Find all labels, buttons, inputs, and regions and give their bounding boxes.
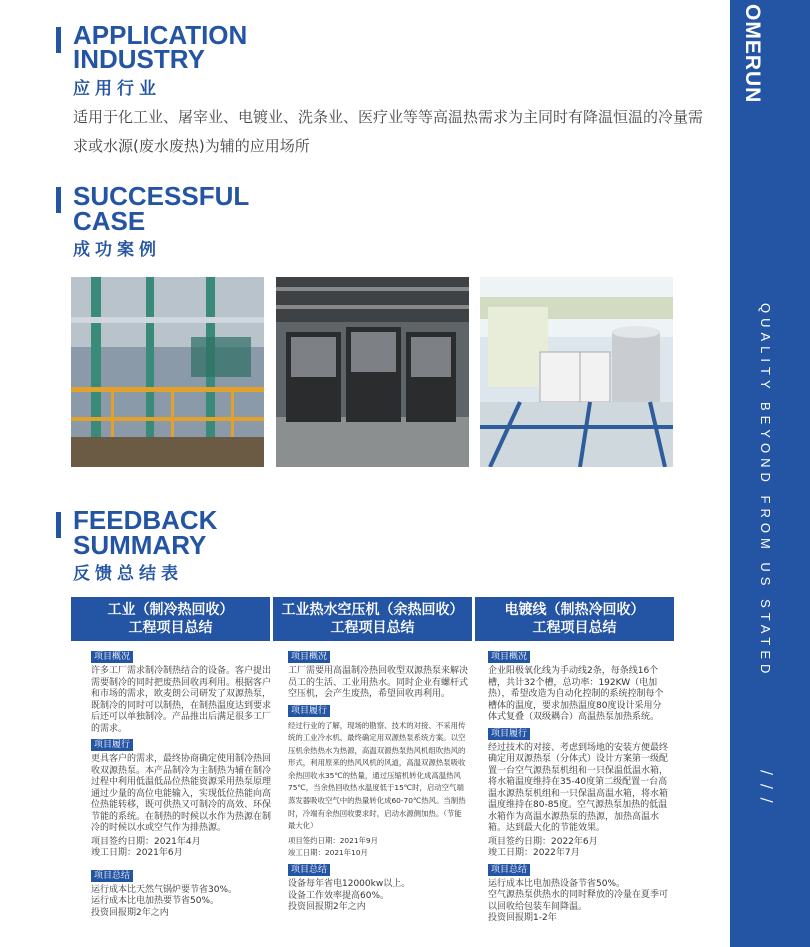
summary-line: 空气源热泵供热水的同时释放的冷量在夏季可以回收给包装车间降温。 [488,890,669,912]
case-photo-heat-pump-units [276,277,469,467]
summary-line: 投资回报期2年之内 [91,907,169,918]
case-photo-industrial-pipes [71,277,264,467]
summary-line: 运行成本比电加热要节省50%。 [91,896,220,906]
tag-perform: 项目履行 [288,705,330,717]
case-photo-rooftop-tank [480,277,673,467]
case-title-en-2: CASE [73,206,146,236]
summary-line: 设备每年省电12000kw以上。 [288,879,411,890]
completed-date: 竣工日期：2021年6月 [91,848,183,858]
tag-overview: 项目概况 [488,651,530,663]
tag-perform: 项目履行 [91,739,133,751]
column-header-3: 电镀线（制热冷回收） 工程项目总结 [475,597,674,641]
column-header-1: 工业（制冷热回收） 工程项目总结 [71,597,270,641]
summary-line: 设备工作效率提高60%。 [288,890,390,901]
tag-summary: 项目总结 [288,864,330,876]
signed-date: 项目签约日期：2021年4月 [91,836,201,847]
section-marker [56,512,61,538]
decorative-slashes: / / / [758,770,776,805]
brand-tagline: QUALITY BEYOND FROM US STATED [758,303,773,679]
application-text: 适用于化工业、屠宰业、电镀业、洗条业、医疗业等等高温热需求为主同时有降温恒温的冷量需求或水源(废水废热)为辅的应用场所 [73,108,704,155]
perform-text: 经过行业的了解，现场的勘察、技术的对接、不采用传统的工业冷水机、最终确定用双源热泵系统方案。以空压机余热热水为热源，高温双源热泵热风机组吹热风的形式，利用原来的热风风机的风道，高温双源热泵吸收余热回收水35℃的热量，通过压缩机转化成高温热风75℃，当余热回收热水温度低于15℃时，启动空气端蒸发器吸收空气中的热量转化成60-70℃热风。当制热时，冷端有余热回收要求时，启动水源侧加热。（节能最大化） [288,720,466,831]
tag-summary: 项目总结 [91,870,133,882]
overview-text: 工厂需要用高温制冷热回收型双源热泵来解决员工的生活、工业用热水。同时企业有螺杆式空压机，会产生废热，希望回收再利用。 [288,666,469,699]
completed-date: 竣工日期：2022年7月 [488,848,580,858]
summary-column-2 [288,649,468,916]
application-title-en-1: APPLICATION [73,20,248,50]
signed-date: 项目签约日期：2021年9月 [288,835,379,845]
summary-column-1 [91,649,271,921]
feedback-title-en-1: FEEDBACK [73,505,218,535]
overview-text: 许多工厂需求制冷制热结合的设备。客户提出需要制冷的同时把废热回收再利用。根据客户和市场的需求，欧麦朗公司研发了双源热泵，既制冷的同时可以制热，在制热温度达到要求后还可以单独制冷。产品推出后满足很多工厂的需求。 [91,666,272,734]
section-marker [56,187,61,213]
summary-line: 投资回报期1-2年 [488,913,557,923]
perform-text: 更具客户的需求，最终协商确定使用制冷热回收双源热泵。本产品制冷为主制热为辅在制冷过程中利用低温低品位热能资源采用热泵原理通过少量的高位电能输入，实现低位热能向高位热能转移，既可供热又可制冷的高效、环保节能的系统。在制热的时候以水作为热源在制冷的时候以水或空气作为排热源。 [91,754,272,833]
brand-logo: OMERUN [741,4,764,104]
column-header-2: 工业热水空压机（余热回收） 工程项目总结 [273,597,472,641]
case-title-en-1: SUCCESSFUL [73,181,250,211]
feedback-title-en-2: SUMMARY [73,530,207,560]
section-marker [56,27,61,53]
summary-column-3 [488,649,668,927]
application-title-en-2: INDUSTRY [73,44,205,74]
tag-overview: 项目概况 [288,651,330,663]
tag-summary: 项目总结 [488,864,530,876]
tag-perform: 项目履行 [488,728,530,740]
brand-sidebar [730,0,810,947]
perform-text: 经过技术的对接、考虑到场地的安装方便最终确定用双源热泵（分体式）设计方案第一级配置一台空气源热泵机组和一只保温低温水箱，将水箱温度维持在35-40度第二级配置一台高温水源热泵机组和一只保温高温水箱，将水箱温度维持在80-85度。空气源热泵加热的低温水箱作为高温水源热泵的热源，加热高温水箱。达到最大化的节能效果。 [488,742,669,833]
application-title-cn: 应用行业 [73,79,161,99]
tag-overview: 项目概况 [91,651,133,663]
summary-line: 投资回报期2年之内 [288,902,366,913]
case-title-cn: 成功案例 [73,240,161,260]
summary-line: 运行成本比电加热设备节省50%。 [488,878,626,889]
completed-date: 竣工日期：2021年10月 [288,848,368,858]
signed-date: 项目签约日期：2022年6月 [488,836,598,847]
summary-line: 运行成本比天然气锅炉要节省30%。 [91,884,238,895]
feedback-title-cn: 反馈总结表 [73,564,183,584]
overview-text: 企业阳极氧化线为手动线2条，每条线16个槽，共计32个槽，总功率：192KW（电加热），希望改造为自动化控制的系统控制每个槽体的温度，要求加热温度80度设计采用分体式复叠（双级耦合）高温热泵加热系统。 [488,666,664,722]
